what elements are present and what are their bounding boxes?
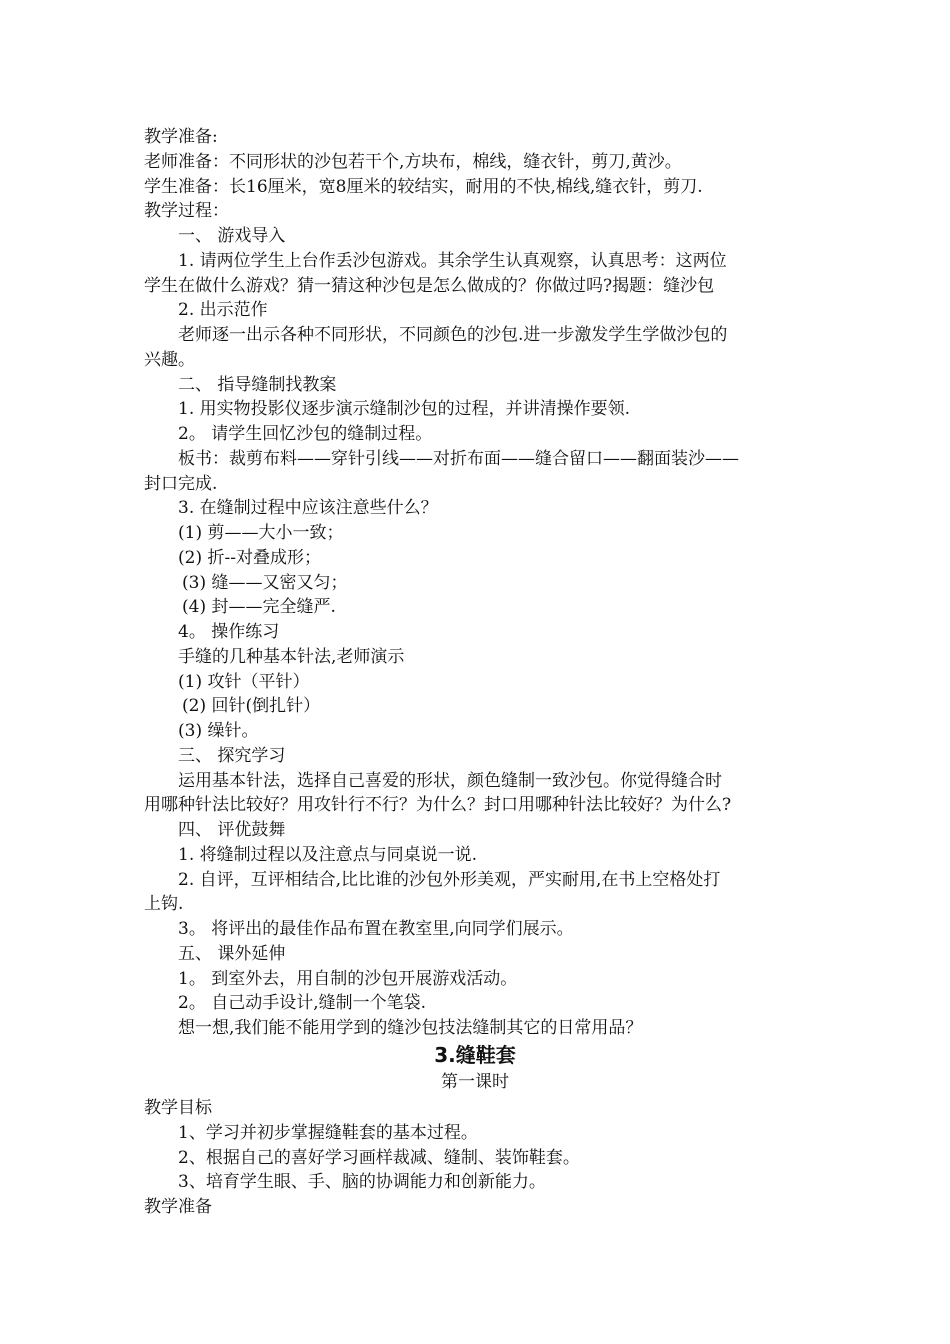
text-line: 3。 将评出的最佳作品布置在教室里,向同学们展示。 (178, 919, 574, 939)
section-heading: 一、 游戏导入 (178, 226, 286, 246)
section-subtitle: 第一课时 (441, 1072, 509, 1092)
text-line: 学生在做什么游戏？猜一猜这种沙包是怎么做成的？你做过吗?揭题：缝沙包 (144, 276, 715, 296)
list-item: 1、学习并初步掌握缝鞋套的基本过程。 (178, 1123, 478, 1143)
text-line: 1。 到室外去，用自制的沙包开展游戏活动。 (178, 969, 518, 989)
text-line: 教学准备 (144, 1197, 212, 1217)
text-line: 教学目标 (144, 1098, 212, 1118)
section-title: 3.缝鞋套 (434, 1043, 516, 1067)
text-line: 板书：裁剪布料——穿针引线——对折布面——缝合留口——翻面装沙—— (178, 449, 739, 469)
text-line: 教学过程： (144, 201, 229, 221)
text-line: 手缝的几种基本针法,老师演示 (178, 647, 405, 667)
section-heading: 四、 评优鼓舞 (178, 820, 286, 840)
list-item: (2) 折--对叠成形； (178, 548, 321, 568)
list-item: 2、根据自己的喜好学习画样裁减、缝制、装饰鞋套。 (178, 1148, 580, 1168)
section-heading: 三、 探究学习 (178, 746, 286, 766)
text-line: 教学准备: (144, 127, 218, 147)
text-line: 2. 出示范作 (178, 300, 268, 320)
text-line: 封口完成. (144, 474, 218, 494)
list-item: 3、培育学生眼、手、脑的协调能力和创新能力。 (178, 1172, 546, 1192)
text-line: 1. 请两位学生上台作丢沙包游戏。其余学生认真观察，认真思考：这两位 (178, 251, 727, 271)
section-heading: 二、 指导缝制找教案 (178, 375, 337, 395)
text-line: 想一想,我们能不能用学到的缝沙包技法缝制其它的日常用品？ (178, 1018, 643, 1038)
list-item: (1) 攻针（平针） (178, 672, 310, 692)
text-line: 2。 请学生回忆沙包的缝制过程。 (178, 424, 433, 444)
list-item: (2) 回针(倒扎针） (182, 696, 321, 716)
list-item: (4) 封——完全缝严. (182, 597, 336, 617)
text-line: 老师准备：不同形状的沙包若干个,方块布，棉线，缝衣针，剪刀,黄沙。 (144, 152, 682, 172)
section-heading: 五、 课外延伸 (178, 944, 286, 964)
text-line: 学生准备：长16厘米，宽8厘米的较结实，耐用的不快,棉线,缝衣针，剪刀. (144, 177, 703, 197)
text-line: 2. 自评，互评相结合,比比谁的沙包外形美观，严实耐用,在书上空格处打 (178, 870, 721, 890)
text-line: 老师逐一出示各种不同形状，不同颜色的沙包.进一步激发学生学做沙包的 (178, 325, 728, 345)
text-line: 2。 自己动手设计,缝制一个笔袋. (178, 993, 427, 1013)
text-line: 1. 用实物投影仪逐步演示缝制沙包的过程，并讲清操作要领. (178, 399, 631, 419)
list-item: (3) 缝——又密又匀； (182, 573, 348, 593)
text-line: 兴趣。 (144, 350, 195, 370)
text-line: 用哪种针法比较好？用攻针行不行？为什么？封口用哪种针法比较好？为什么? (144, 795, 732, 815)
text-line: 4。 操作练习 (178, 622, 280, 642)
text-line: 运用基本针法，选择自己喜爱的形状，颜色缝制一致沙包。你觉得缝合时 (178, 771, 722, 791)
text-line: 上钩. (144, 894, 184, 914)
list-item: (3) 缲针。 (178, 721, 259, 741)
text-line: 1. 将缝制过程以及注意点与同桌说一说. (178, 845, 478, 865)
list-item: (1) 剪——大小一致； (178, 523, 344, 543)
text-line: 3. 在缝制过程中应该注意些什么？ (178, 498, 438, 518)
